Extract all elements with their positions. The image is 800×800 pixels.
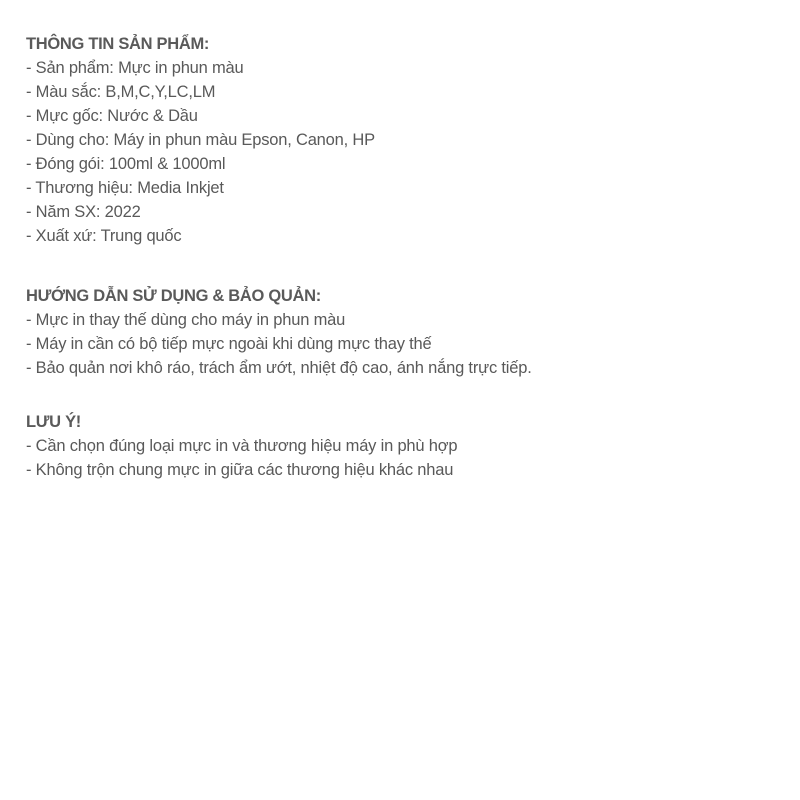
list-item: - Màu sắc: B,M,C,Y,LC,LM: [26, 83, 216, 101]
list-item: - Máy in cần có bộ tiếp mực ngoài khi dùng mực thay thế: [26, 335, 432, 353]
list-item: - Cần chọn đúng loại mực in và thương hiệu máy in phù hợp: [26, 437, 458, 455]
product-description: [26, 32, 786, 482]
section-usage: [26, 284, 786, 380]
list-item: - Bảo quản nơi khô ráo, trách ẩm ướt, nhiệt độ cao, ánh nắng trực tiếp.: [26, 359, 532, 377]
list-item: - Mực gốc: Nước & Dầu: [26, 107, 198, 125]
list-item: - Dùng cho: Máy in phun màu Epson, Canon, HP: [26, 131, 375, 149]
list-item: - Sản phẩm: Mực in phun màu: [26, 59, 244, 77]
list-item: - Mực in thay thế dùng cho máy in phun màu: [26, 311, 346, 329]
section-title: THÔNG TIN SẢN PHẨM:: [26, 35, 210, 53]
list-item: - Thương hiệu: Media Inkjet: [26, 179, 224, 197]
section-notes: [26, 410, 786, 482]
list-item: - Năm SX: 2022: [26, 203, 141, 221]
section-title: LƯU Ý!: [26, 413, 81, 431]
section-title: HƯỚNG DẪN SỬ DỤNG & BẢO QUẢN:: [26, 287, 321, 305]
section-spacer: [26, 380, 786, 410]
section-product-info: [26, 32, 786, 248]
list-item: - Xuất xứ: Trung quốc: [26, 227, 182, 245]
list-item: - Không trộn chung mực in giữa các thương hiệu khác nhau: [26, 461, 454, 479]
list-item: - Đóng gói: 100ml & 1000ml: [26, 155, 226, 173]
section-spacer: [26, 248, 786, 284]
